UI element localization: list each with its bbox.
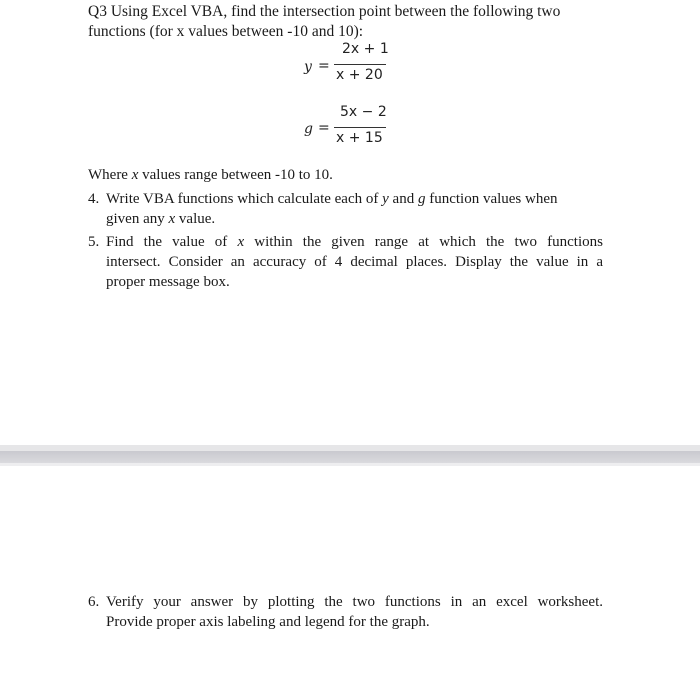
list-item-text: Write VBA functions which calculate each of y and g function values when given any x value.: [106, 191, 558, 227]
list-item-5: [88, 232, 603, 292]
list-item-6: [88, 592, 603, 632]
page-break-divider: [0, 451, 700, 463]
equation-y-denominator: x + 20: [336, 67, 383, 83]
question-line-1: Q3 Using Excel VBA, find the intersection point between the following two: [88, 3, 561, 20]
list-item-text: Find the value of x within the given range at which the two functions intersect. Consider an accuracy of 4 decimal places. Display the value in a proper message box.: [106, 234, 603, 290]
equation-y-equals: =: [318, 58, 330, 74]
question-heading: [88, 2, 613, 42]
equation-y-fraction-bar: [334, 64, 386, 65]
range-statement: Where x values range between -10 to 10.: [88, 167, 333, 183]
equation-y-lhs: y: [304, 59, 312, 75]
question-line-2: functions (for x values between -10 and 10):: [88, 23, 364, 40]
list-item-number: 4.: [88, 191, 100, 207]
list-item-number: 6.: [88, 594, 100, 610]
list-item-4: [88, 189, 603, 229]
list-item-text: Verify your answer by plotting the two functions in an excel worksheet. Provide proper axis labeling and legend for the graph.: [106, 594, 603, 630]
list-item-number: 5.: [88, 234, 100, 250]
page-break-bottom: [0, 463, 700, 466]
equation-g-fraction-bar: [334, 127, 386, 128]
equation-g-denominator: x + 15: [336, 130, 383, 146]
equation-g-lhs: g: [304, 121, 313, 137]
equation-g-numerator: 5x − 2: [340, 104, 387, 120]
equation-y-numerator: 2x + 1: [342, 41, 389, 57]
equation-g-equals: =: [318, 120, 330, 136]
